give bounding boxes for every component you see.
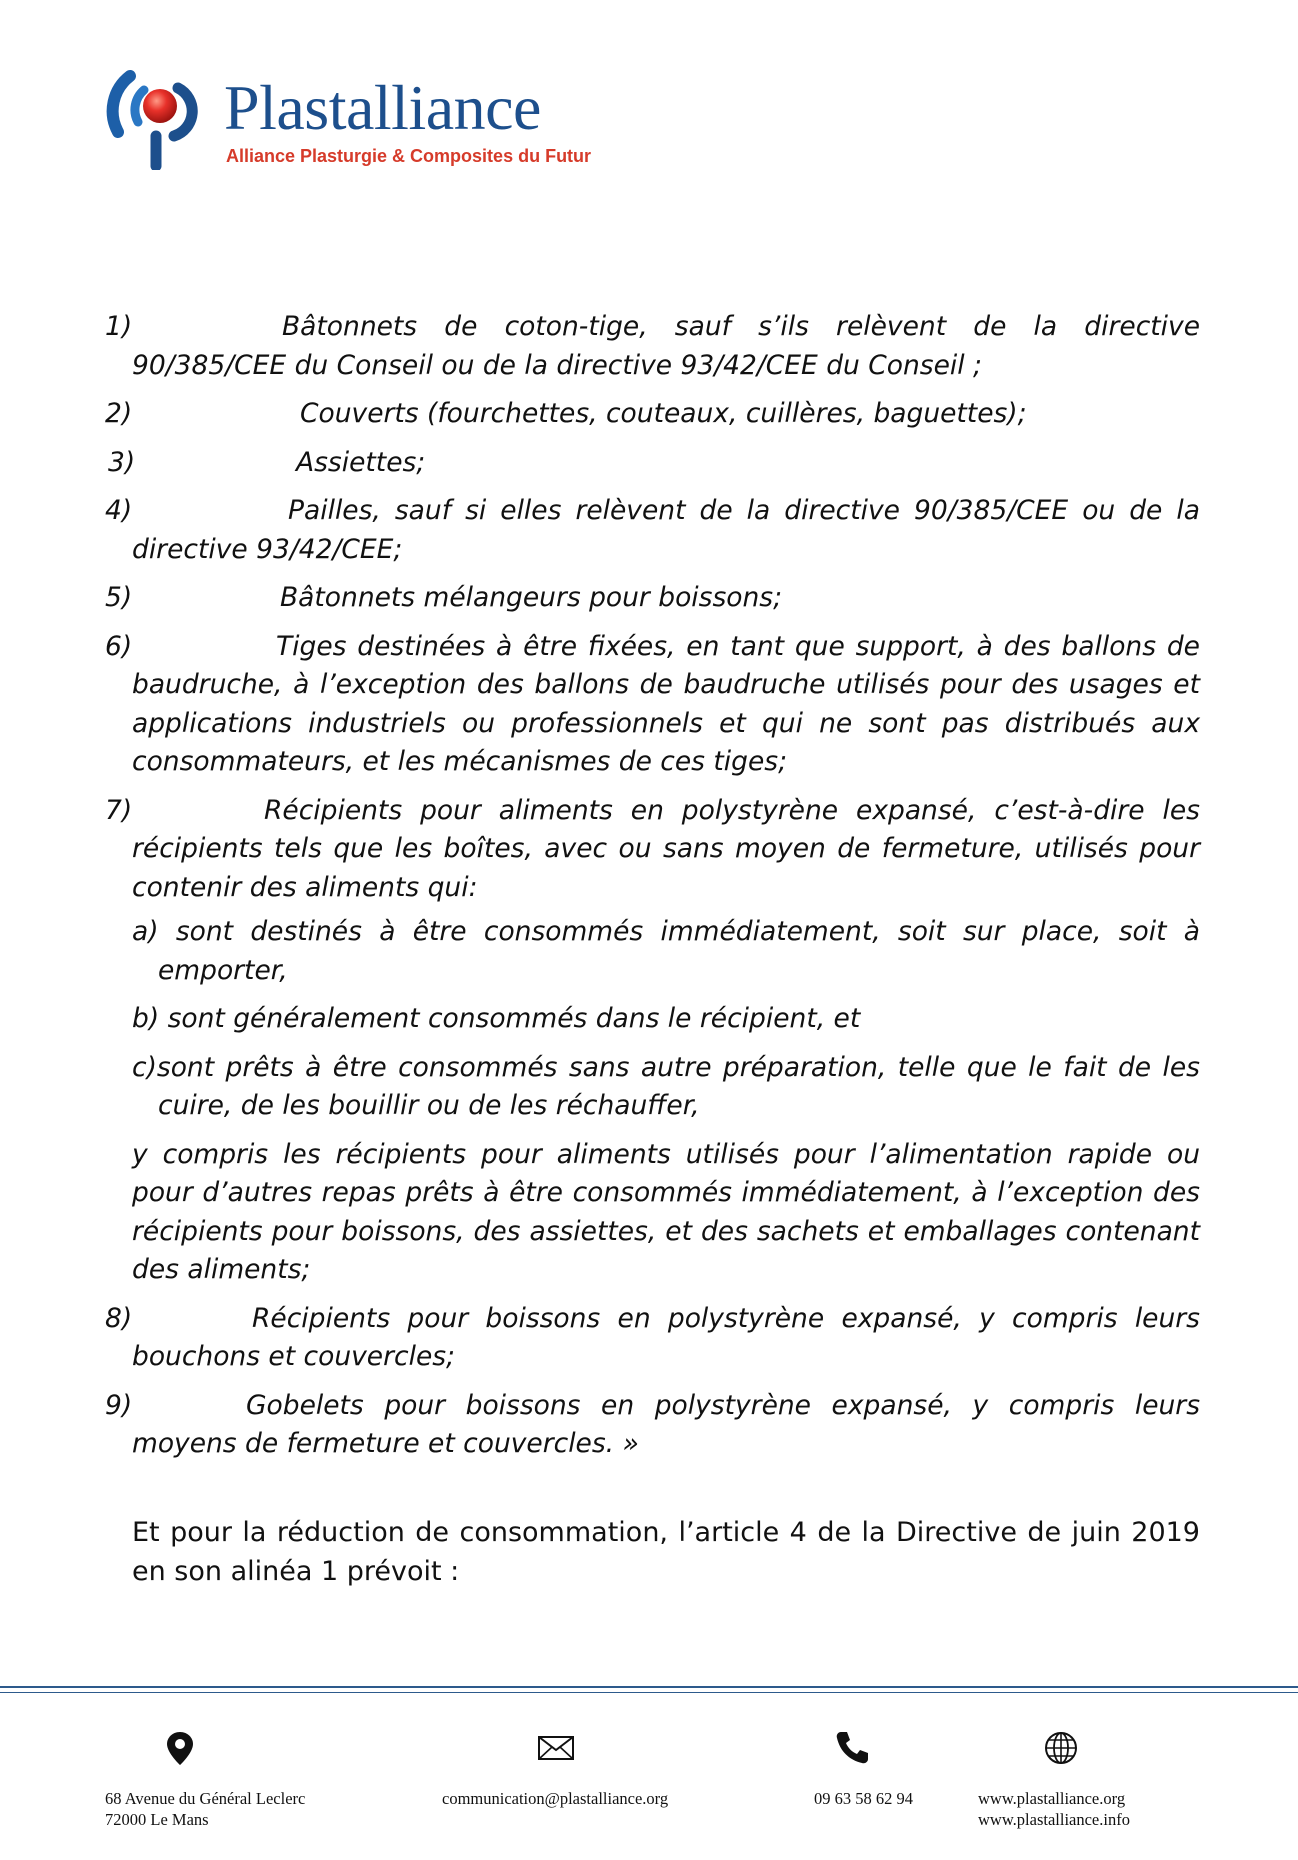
website-link-info[interactable]: www.plastalliance.info: [978, 1810, 1130, 1829]
directive-item-list: [105, 308, 1200, 1474]
footer-websites: [978, 1788, 1130, 1830]
logo-mark-icon: [104, 66, 212, 170]
item-text: Pailles, sauf si elles relèvent de la directive 90/385/CEE ou de la directive 93/42/CEE;: [132, 495, 1200, 565]
plastalliance-logo: [104, 66, 604, 170]
location-pin-icon: [160, 1728, 200, 1768]
list-item: [105, 1387, 1200, 1464]
closing-paragraph: Et pour la réduction de consommation, l’article 4 de la Directive de juin 2019 en son alinéa 1 prévoit :: [132, 1517, 1200, 1587]
sub-item: a) sont destinés à être consommés immédiatement, soit sur place, soit à emporter,: [132, 916, 1200, 986]
website-link-org[interactable]: www.plastalliance.org: [978, 1789, 1126, 1808]
list-item: [105, 444, 1200, 483]
item-number: 4): [105, 495, 133, 526]
sub-item: b) sont généralement consommés dans le récipient, et: [132, 1003, 861, 1034]
item-text: Bâtonnets mélangeurs pour boissons;: [280, 582, 782, 613]
item-continuation: y compris les récipients pour aliments utilisés pour l’alimentation rapide ou pour d’autres repas prêts à être consommés immédiatement, à l’exception des récipients pour boissons, des assiettes, et des sachets et emballages contenant des aliments;: [132, 1138, 1200, 1285]
logo-wordmark: Plastalliance: [224, 72, 541, 143]
item-number: 6): [105, 630, 133, 662]
address-street: 68 Avenue du Général Leclerc: [105, 1789, 306, 1808]
sub-item: c)sont prêts à être consommés sans autre préparation, telle que le fait de les cuire, de les bouillir ou de les réchauffer,: [132, 1051, 1200, 1121]
list-item: [105, 492, 1200, 569]
item-text: Tiges destinées à être fixées, en tant que support, à des ballons de baudruche, à l’exception des ballons de baudruche utilisés pour des usages et applications industriels ou professionnels et qui ne sont pas distribués aux consommateurs, et les mécanismes de ces tiges;: [132, 630, 1200, 777]
footer-address: [105, 1788, 305, 1830]
envelope-icon: [536, 1728, 576, 1768]
list-item: [105, 308, 1200, 385]
item-number: 3): [108, 446, 136, 478]
item-number: 5): [105, 582, 133, 613]
list-item: [105, 1300, 1200, 1377]
list-item: [105, 579, 1200, 618]
list-item: [105, 628, 1200, 782]
list-item: [105, 395, 1200, 434]
address-city: 72000 Le Mans: [105, 1810, 209, 1829]
item-number: 7): [105, 794, 133, 826]
item-number: 1): [105, 311, 133, 342]
item-text: Gobelets pour boissons en polystyrène expansé, y compris leurs moyens de fermeture et couvercles. »: [132, 1389, 1200, 1459]
item-text: Couverts (fourchettes, couteaux, cuillères, baguettes);: [300, 398, 1027, 429]
item-text: Récipients pour boissons en polystyrène expansé, y compris leurs bouchons et couvercles;: [132, 1302, 1200, 1372]
list-item: [105, 792, 1200, 908]
logo-tagline: Alliance Plasturgie & Composites du Futur: [226, 146, 592, 166]
footer-divider: [0, 1686, 1298, 1688]
footer-divider-thin: [0, 1692, 1298, 1693]
globe-icon: [1041, 1728, 1081, 1768]
footer-email[interactable]: communication@plastalliance.org: [442, 1789, 669, 1808]
item-text: Bâtonnets de coton-tige, sauf s’ils relèvent de la directive 90/385/CEE du Conseil ou de la directive 93/42/CEE du Conseil ;: [132, 311, 1200, 381]
item-text: Assiettes;: [296, 446, 426, 478]
footer-phone[interactable]: 09 63 58 62 94: [814, 1789, 913, 1808]
item-number: 8): [105, 1302, 133, 1334]
item-number: 9): [105, 1389, 133, 1421]
phone-icon: [832, 1728, 872, 1768]
item-text: Récipients pour aliments en polystyrène expansé, c’est-à-dire les récipients tels que les boîtes, avec ou sans moyen de fermeture, utilisés pour contenir des aliments qui:: [132, 794, 1200, 903]
item-number: 2): [105, 398, 133, 429]
